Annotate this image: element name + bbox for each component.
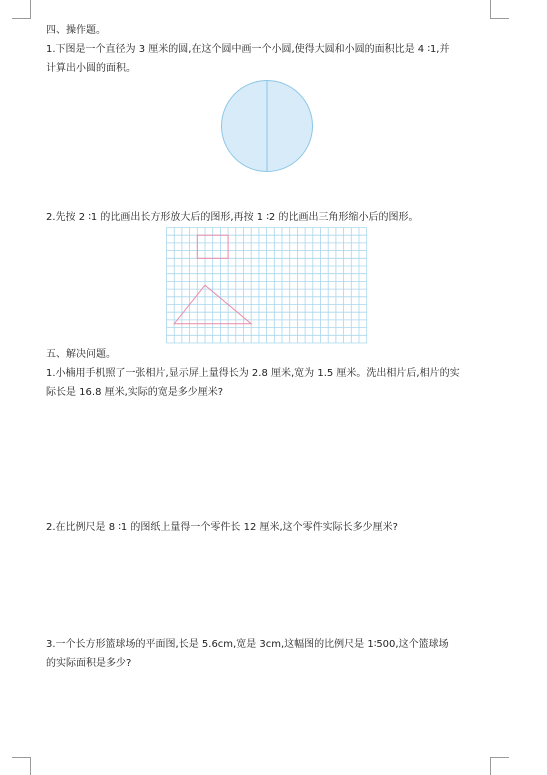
crop-mark-top-left-h — [12, 18, 31, 19]
question-5-1-line-2: 际长是 16.8 厘米,实际的宽是多少厘米? — [46, 387, 224, 398]
crop-mark-bottom-right-h — [490, 757, 509, 758]
grid-figure — [165, 226, 370, 345]
question-5-3-line-1: 3.一个长方形篮球场的平面图,长是 5.6cm,宽是 3cm,这幅图的比例尺是 1∶500,这个篮球场 — [46, 639, 449, 650]
crop-mark-top-left-v — [30, 0, 31, 18]
question-4-1-line-2: 计算出小圆的面积。 — [46, 63, 136, 74]
crop-mark-bottom-left-h — [12, 757, 31, 758]
question-4-2-line-1: 2.先按 2 ∶1 的比画出长方形放大后的图形,再按 1 ∶2 的比画出三角形缩小后的图形。 — [46, 212, 419, 223]
grid-lines — [167, 228, 367, 344]
section-4-heading: 四、操作题。 — [46, 25, 106, 36]
circle-figure — [219, 78, 315, 174]
question-5-3-line-2: 的实际面积是多少? — [46, 658, 132, 669]
question-5-1-line-1: 1.小楠用手机照了一张相片,显示屏上量得长为 2.8 厘米,宽为 1.5 厘米。洗出相片后,相片的实 — [46, 368, 460, 379]
question-5-2-line-1: 2.在比例尺是 8 ∶1 的图纸上量得一个零件长 12 厘米,这个零件实际长多少厘米? — [46, 522, 398, 533]
crop-mark-bottom-right-v — [490, 757, 491, 775]
crop-mark-top-right-h — [490, 18, 509, 19]
section-5-heading: 五、解决问题。 — [46, 349, 116, 360]
crop-mark-top-right-v — [490, 0, 491, 18]
question-4-1-line-1: 1.下图是一个直径为 3 厘米的圆,在这个圆中画一个小圆,使得大圆和小圆的面积比是 4 ∶1,并 — [46, 44, 450, 55]
crop-mark-bottom-left-v — [30, 757, 31, 775]
